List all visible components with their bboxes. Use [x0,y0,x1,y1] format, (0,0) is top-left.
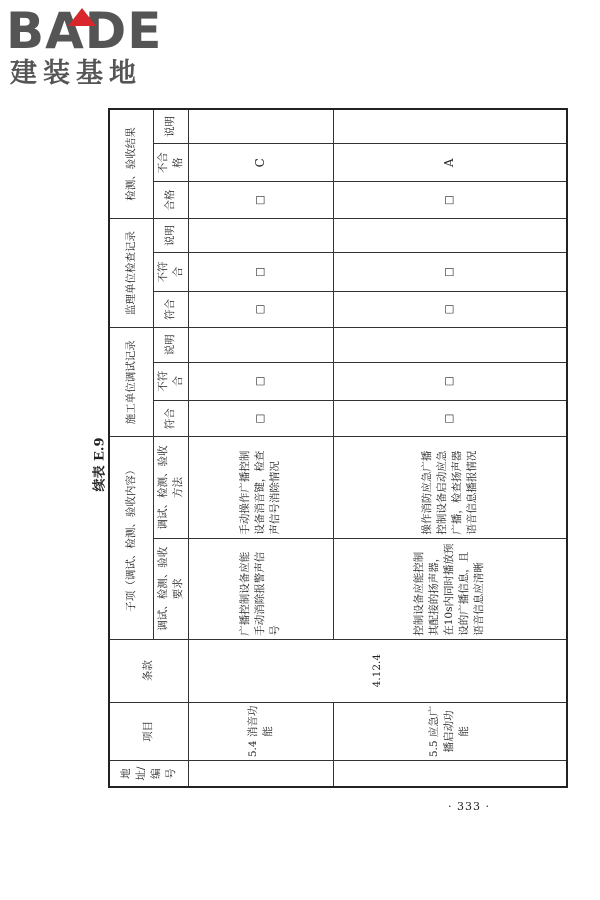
checkbox-supervision-fail: □ [333,253,567,291]
inspection-table [108,108,568,788]
cell-grade: A [333,144,567,182]
header-supervision-fail: 不符合 [153,253,188,291]
header-construction-note: 说明 [153,328,188,362]
cell-method: 手动操作广播控制设备消音键，检查声信号消除情况 [188,437,333,538]
checkbox-construction-pass: □ [188,400,333,436]
checkbox-construction-pass: □ [333,400,567,436]
checkbox-supervision-fail: □ [188,253,333,291]
header-project: 项目 [109,702,188,761]
checkbox-construction-fail: □ [333,362,567,400]
bade-logo [6,4,176,94]
header-address-no: 地址/编号 [109,761,188,787]
header-supervision-pass: 符合 [153,291,188,327]
page-number: · 333 · [448,800,490,813]
cell-address [188,761,333,787]
cell-result-note [333,109,567,144]
header-construction: 施工单位调试记录 [109,328,153,437]
header-unqualified: 不合格 [153,144,188,182]
header-requirement: 调试、检测、验收要求 [153,538,188,639]
cell-address [333,761,567,787]
header-method: 调试、检测、验收方法 [153,437,188,538]
cell-construction-note [188,328,333,362]
cell-project: 5.4 消音功能 [188,702,333,761]
cell-requirement: 广播控制设备应能手动消除报警声信号 [188,538,333,639]
logo-word: BADE [6,2,163,60]
logo-subtitle: 建装基地 [10,58,142,89]
checkbox-supervision-pass: □ [333,291,567,327]
header-supervision-note: 说明 [153,218,188,252]
cell-supervision-note [188,218,333,252]
header-qualified: 合格 [153,182,188,218]
cell-grade: C [188,144,333,182]
cell-construction-note [333,328,567,362]
cell-method: 操作消防应急广播控制设备启动应急广播，检查扬声器语音信息播报情况 [333,437,567,538]
rotated-table-wrapper [108,108,568,788]
table-row [188,109,333,787]
cell-clause: 4.12.4 [188,639,567,702]
header-clause: 条款 [109,639,188,702]
header-subitem: 子项（调试、检测、验收内容） [109,437,153,639]
header-construction-fail: 不符合 [153,362,188,400]
checkbox-qualified: □ [333,182,567,218]
cell-supervision-note [333,218,567,252]
cell-requirement: 控制设备应能控制其配接的扬声器，在10s内同时播放预设的广播信息，且语音信息应清晰 [333,538,567,639]
logo-accent-triangle [68,8,96,26]
header-construction-pass: 符合 [153,400,188,436]
checkbox-construction-fail: □ [188,362,333,400]
header-supervision: 监理单位检查记录 [109,218,153,327]
checkbox-supervision-pass: □ [188,291,333,327]
cell-project: 5.5 应急广播启动功能 [333,702,567,761]
header-result-note: 说明 [153,109,188,144]
table-caption: 续表 E.9 [92,437,108,492]
header-result: 检测、验收结果 [109,109,153,218]
cell-result-note [188,109,333,144]
checkbox-qualified: □ [188,182,333,218]
